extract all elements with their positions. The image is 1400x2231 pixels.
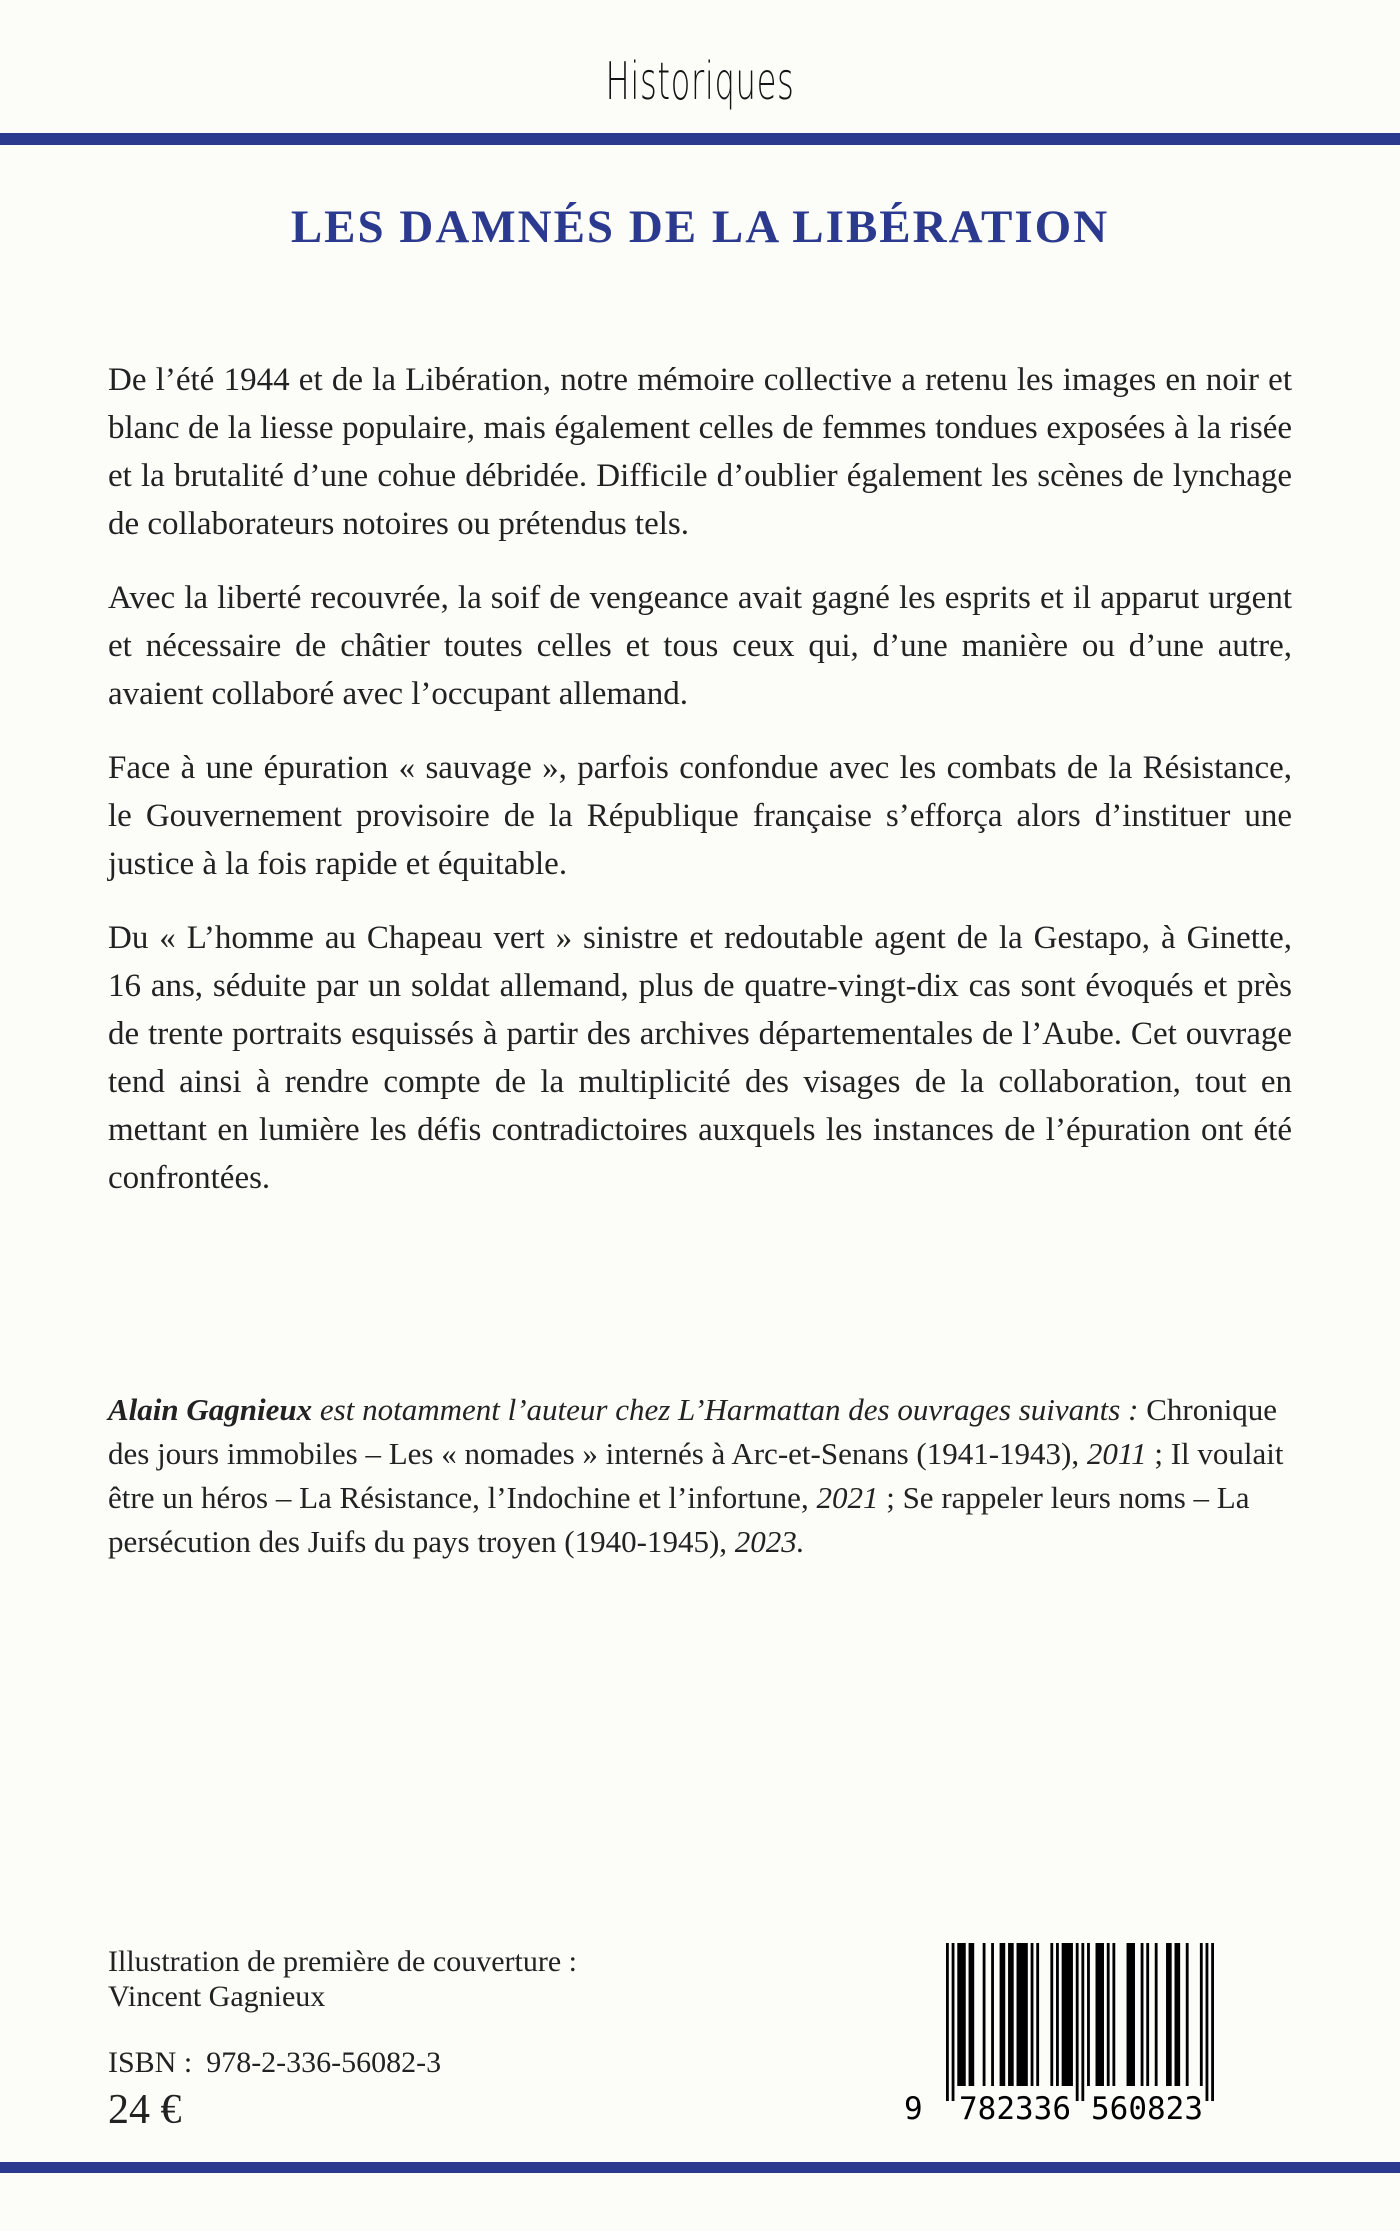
author-name: Alain Gagnieux [108, 1392, 313, 1427]
illustration-credit-line2: Vincent Gagnieux [108, 1980, 326, 2013]
bio-year-3: 2023. [734, 1524, 805, 1559]
bio-year-2: 2021 [816, 1480, 879, 1515]
synopsis-paragraph-1: De l’été 1944 et de la Libération, notre mémoire collective a retenu les images en noir et blanc de la liesse populaire, mais également celles de femmes tondues exposées à la risée et la brutalité d’une cohue débridée. Difficile d’oublier également les scènes de lynchage de collaborateurs notoires ou prétendus tels. [108, 362, 1292, 542]
isbn-number: 978-2-336-56082-3 [206, 2046, 442, 2079]
illustration-credit-line1: Illustration de première de couverture : [108, 1945, 577, 1978]
isbn-line [108, 2046, 441, 2080]
synopsis-paragraph-2: Avec la liberté recouvrée, la soif de vengeance avait gagné les esprits et il apparut urgent et nécessaire de châtier toutes celles et tous ceux qui, d’une manière ou d’une autre, avaient collaboré avec l’occupant allemand. [108, 580, 1292, 712]
bio-intro: est notamment l’auteur chez L’Harmattan des ouvrages suivants : [312, 1392, 1147, 1427]
collection-logo-historiques: Historiques [605, 52, 795, 112]
bio-title-3: ; Se rappeler leurs noms – La persécution des Juifs du pays troyen (1940-1945), [108, 1480, 1250, 1559]
illustration-credit [108, 1944, 577, 2014]
synopsis-paragraph-4: Du « L’homme au Chapeau vert » sinistre et redoutable agent de la Gestapo, à Ginette, 16 ans, séduite par un soldat allemand, plus de quatre-vingt-dix cas sont évoqués et près de trente portraits esquissés à partir des archives départementales de l’Aube. Cet ouvrage tend ainsi à rendre compte de la multiplicité des visages de la collaboration, tout en mettant en lumière les défis contradictoires auxquels les instances de l’épuration ont été confrontées. [108, 920, 1292, 1196]
author-bio [108, 1388, 1292, 1564]
price: 24 € [108, 2087, 182, 2133]
top-navy-rule [0, 133, 1400, 145]
ean13-bars [946, 1943, 1214, 2106]
ean13-barcode [904, 1943, 1214, 2135]
isbn-label: ISBN : [108, 2046, 193, 2079]
synopsis-paragraph-3: Face à une épuration « sauvage », parfois confondue avec les combats de la Résistance, le Gouvernement provisoire de la République française s’efforça alors d’instituer une justice à la fois rapide et équitable. [108, 750, 1292, 882]
barcode-digit-group1: 782336 [959, 2091, 1071, 2127]
bio-year-1: 2011 [1086, 1436, 1147, 1471]
barcode-digit-group2: 560823 [1091, 2091, 1203, 2127]
book-title: LES DAMNÉS DE LA LIBÉRATION [290, 201, 1110, 253]
bottom-navy-rule [0, 2162, 1400, 2173]
barcode-digit-left: 9 [904, 2091, 923, 2127]
bio-title-2: ; Il voulait être un héros – La Résistance, l’Indochine et l’infortune, [108, 1436, 1284, 1515]
bio-title-1: Chronique des jours immobiles – Les « nomades » internés à Arc-et-Senans (1941-1943), [108, 1392, 1278, 1471]
synopsis-block [108, 356, 1292, 1228]
